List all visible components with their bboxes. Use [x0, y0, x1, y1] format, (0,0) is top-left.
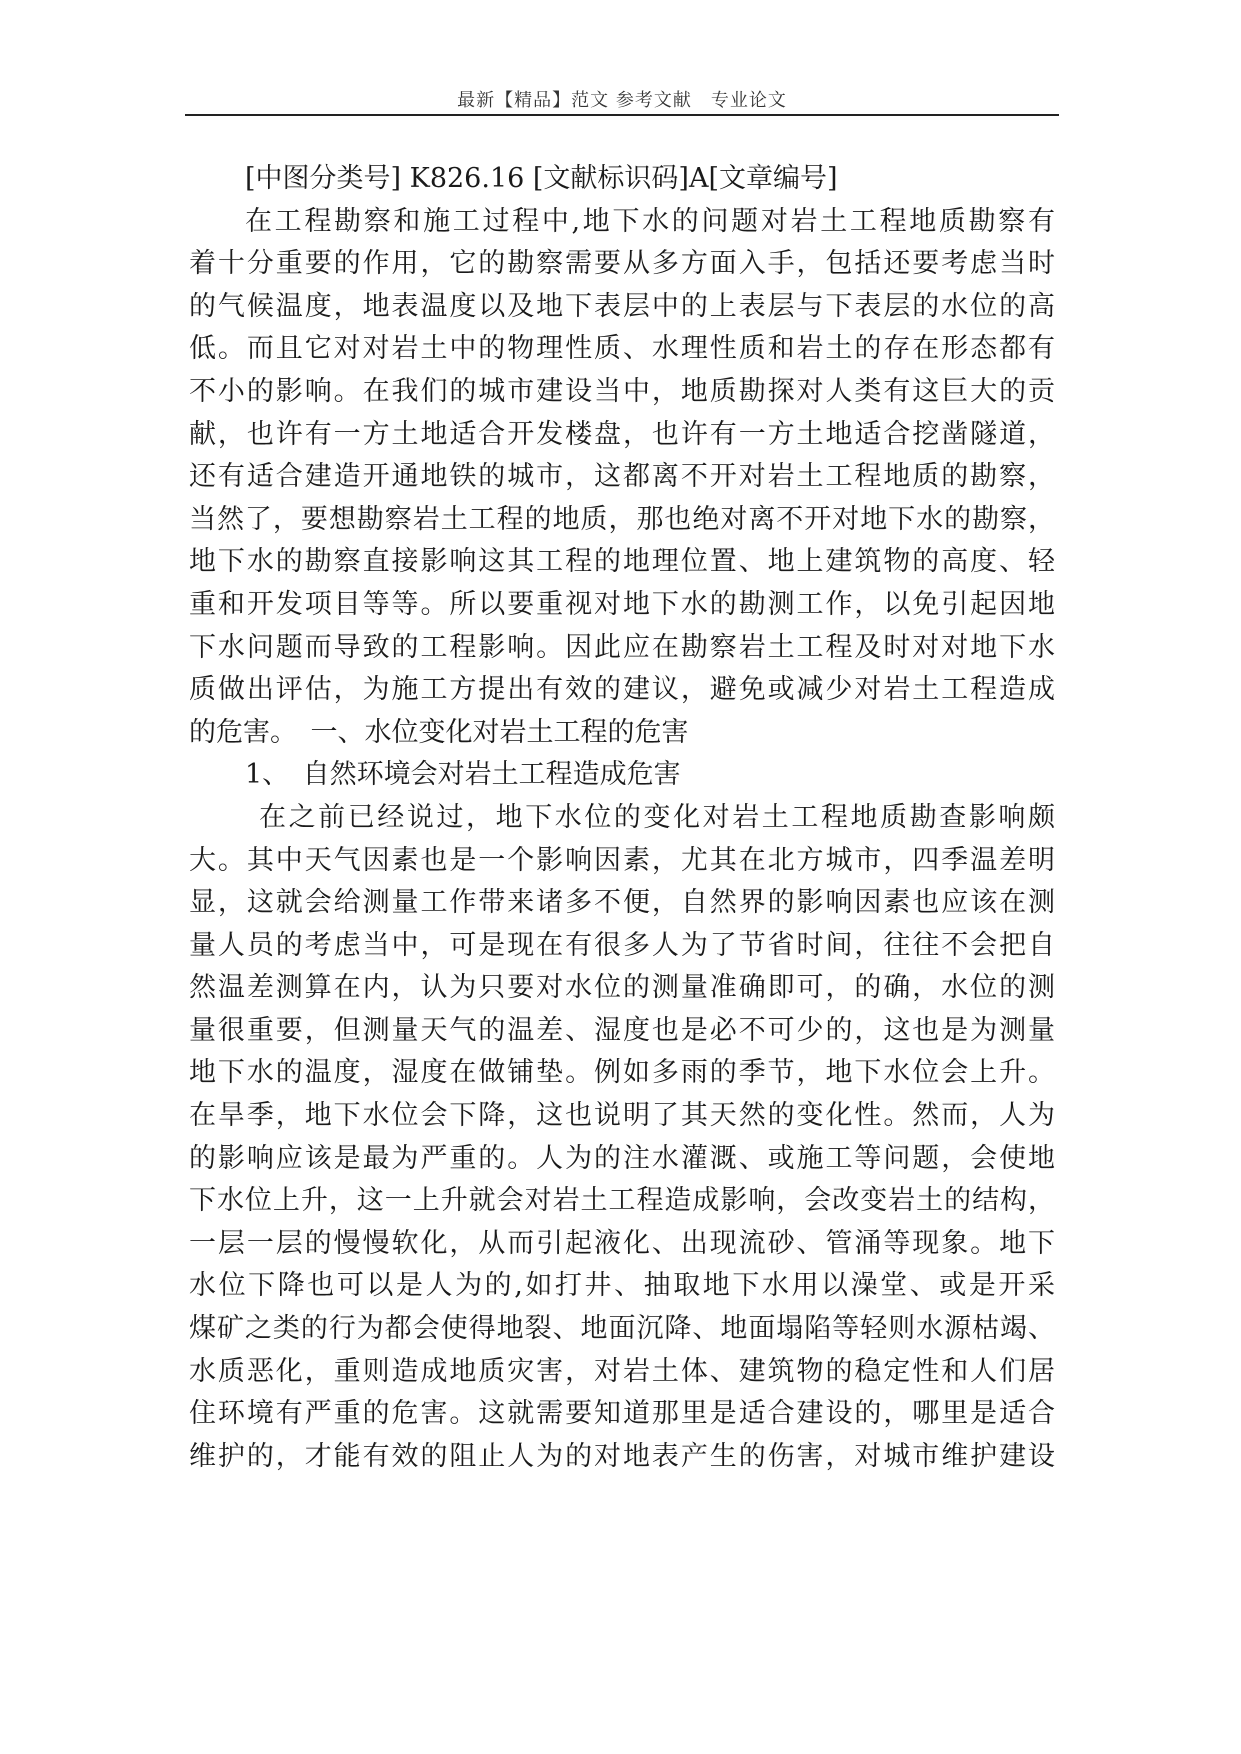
text-line: 献，也许有一方土地适合开发楼盘，也许有一方土地适合挖凿隧道， [189, 418, 1055, 450]
text-line: 下水位上升，这一上升就会对岩土工程造成影响，会改变岩土的结构， [189, 1185, 1055, 1217]
text-line: 地下水的勘察直接影响这其工程的地理位置、地上建筑物的高度、轻 [189, 546, 1055, 578]
text-line: 水位下降也可以是人为的,如打井、抽取地下水用以澡堂、或是开采 [189, 1270, 1055, 1302]
article-body [189, 158, 1055, 1478]
page-header: 最新【精品】范文 参考文献 专业论文 [457, 90, 787, 111]
text-line: 水质恶化，重则造成地质灾害，对岩土体、建筑物的稳定性和人们居 [189, 1355, 1055, 1387]
text-line: 在工程勘察和施工过程中,地下水的问题对岩土工程地质勘察有 [245, 205, 1055, 237]
text-line: 维护的，才能有效的阻止人为的对地表产生的伤害，对城市维护建设 [189, 1440, 1055, 1472]
text-line: 重和开发项目等等。所以要重视对地下水的勘测工作，以免引起因地 [189, 588, 1055, 620]
text-line: 下水问题而导致的工程影响。因此应在勘察岩土工程及时对对地下水 [189, 631, 1055, 663]
text-line: 着十分重要的作用，它的勘察需要从多方面入手，包括还要考虑当时 [189, 248, 1055, 280]
text-line: 低。而且它对对岩土中的物理性质、水理性质和岩土的存在形态都有 [189, 333, 1055, 365]
text-line: 还有适合建造开通地铁的城市，这都离不开对岩土工程地质的勘察， [189, 461, 1055, 493]
text-line: 地下水的温度，湿度在做铺垫。例如多雨的季节，地下水位会上升。 [189, 1057, 1055, 1089]
classification-line: [中图分类号] K826.16 [文献标识码]A[文章编号] [245, 163, 838, 194]
text-line: 的气候温度，地表温度以及地下表层中的上表层与下表层的水位的高 [189, 290, 1055, 322]
text-line: 当然了，要想勘察岩土工程的地质，那也绝对离不开对地下水的勘察， [189, 503, 1055, 535]
text-line: 一层一层的慢慢软化，从而引起液化、出现流砂、管涌等现象。地下 [189, 1227, 1055, 1259]
section-heading-line: 的危害。 一、水位变化对岩土工程的危害 [189, 716, 689, 748]
text-line: 质做出评估，为施工方提出有效的建议，避免或减少对岩土工程造成 [189, 674, 1055, 706]
text-line: 大。其中天气因素也是一个影响因素，尤其在北方城市，四季温差明 [189, 844, 1055, 876]
text-line: 量很重要，但测量天气的温差、湿度也是必不可少的，这也是为测量 [189, 1014, 1055, 1046]
text-line: 然温差测算在内，认为只要对水位的测量准确即可，的确，水位的测 [189, 972, 1055, 1004]
text-line: 在旱季，地下水位会下降，这也说明了其天然的变化性。然而，人为 [189, 1100, 1055, 1132]
text-line: 的影响应该是最为严重的。人为的注水灌溉、或施工等问题，会使地 [189, 1142, 1055, 1174]
header-divider [185, 114, 1059, 116]
text-line: 显，这就会给测量工作带来诸多不便，自然界的影响因素也应该在测 [189, 887, 1055, 919]
text-line: 住环境有严重的危害。这就需要知道那里是适合建设的，哪里是适合 [189, 1398, 1055, 1430]
text-line: 在之前已经说过，地下水位的变化对岩土工程地质勘查影响颇 [259, 801, 1055, 833]
text-line: 煤矿之类的行为都会使得地裂、地面沉降、地面塌陷等轻则水源枯竭、 [189, 1313, 1055, 1345]
text-line: 不小的影响。在我们的城市建设当中，地质勘探对人类有这巨大的贡 [189, 375, 1055, 407]
subsection-heading: 1、 自然环境会对岩土工程造成危害 [245, 759, 681, 791]
text-line: 量人员的考虑当中，可是现在有很多人为了节省时间，往往不会把自 [189, 929, 1055, 961]
